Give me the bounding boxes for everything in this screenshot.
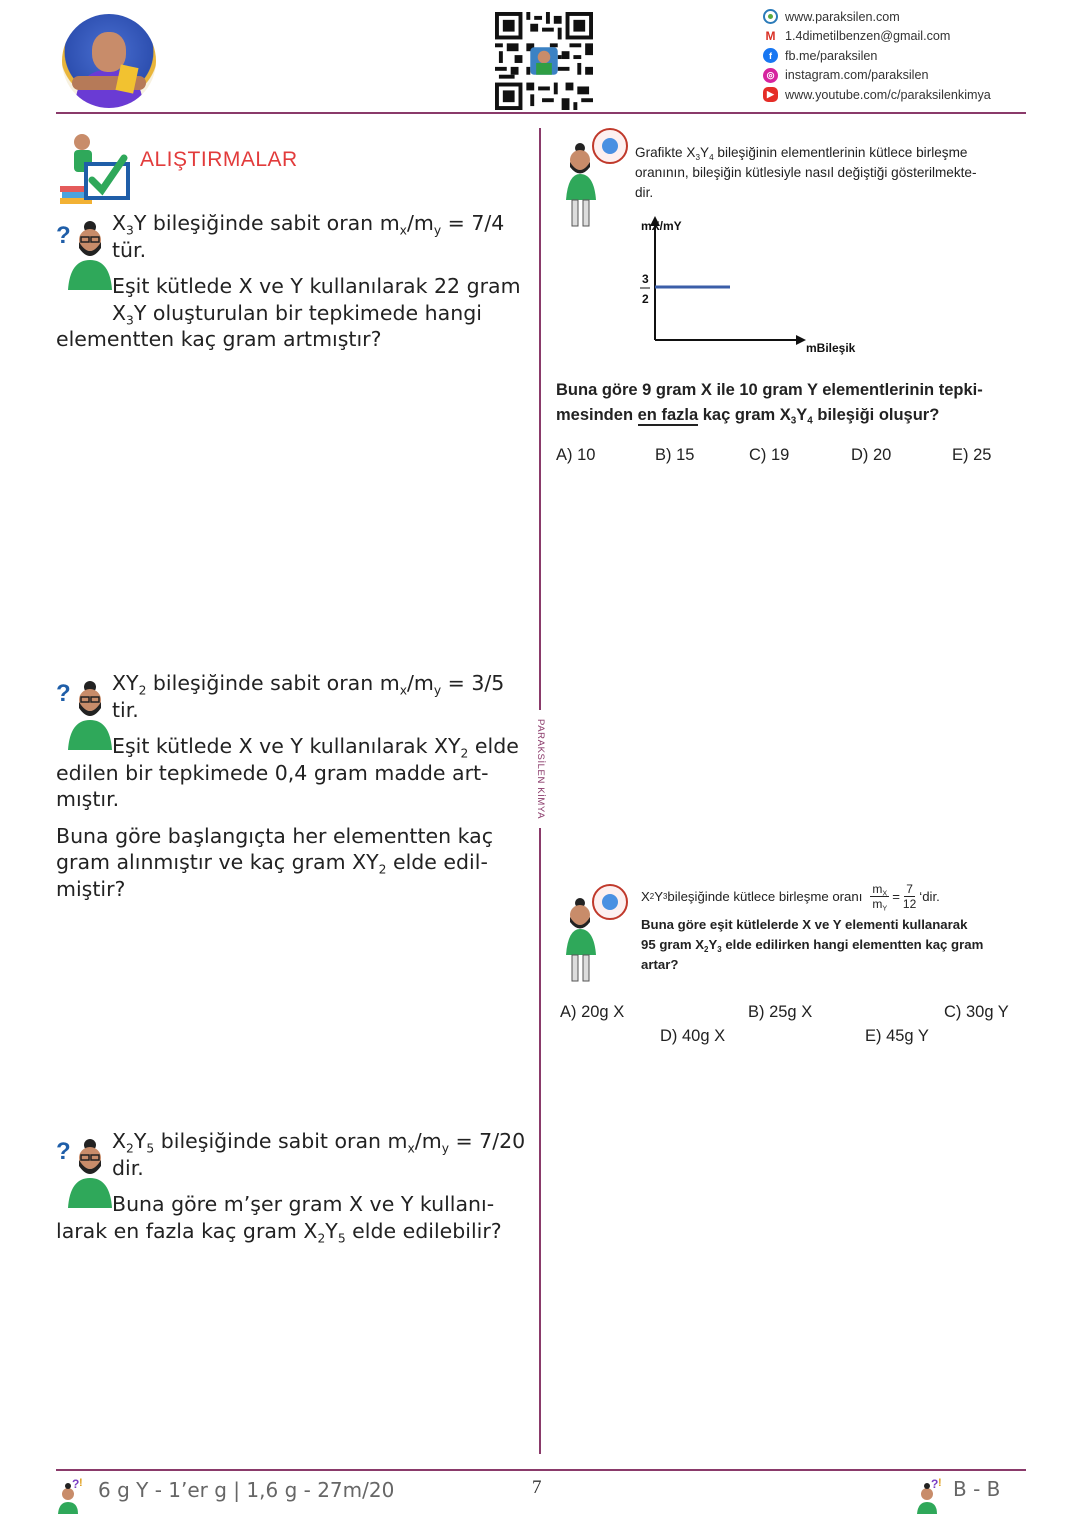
contact-youtube[interactable] xyxy=(763,85,1033,105)
chart-x-arrow xyxy=(796,335,806,345)
contact-facebook[interactable] xyxy=(763,46,1033,66)
question-mark-icon: ? xyxy=(56,222,71,249)
rq1-option-b[interactable]: B) 15 xyxy=(655,446,695,464)
contact-facebook-text[interactable]: fb.me/paraksilen xyxy=(785,48,878,63)
header-divider xyxy=(56,112,1026,114)
q2-question-c: miştir? xyxy=(56,876,126,901)
q2-question-a: Buna göre başlangıçta her elementten kaç xyxy=(56,823,493,848)
instagram-icon: ◎ xyxy=(763,68,778,83)
qr-code[interactable] xyxy=(495,12,593,110)
q2-line2: tir. xyxy=(112,697,139,722)
q2-line1: $XY_2$ bileşiğinde sabit oran $m_x/m_y = 3/5$ xyxy=(112,671,505,698)
svg-text:?: ? xyxy=(931,1477,939,1491)
rq1-question xyxy=(556,378,1024,428)
svg-text:!: ! xyxy=(938,1477,942,1489)
rq1-option-d[interactable]: D) 20 xyxy=(851,446,892,464)
youtube-icon: ▶ xyxy=(763,87,778,102)
answer-bitmoji-icon xyxy=(56,1476,88,1514)
question-3 xyxy=(56,1128,532,1244)
rq2-question: Buna göre eşit kütlelerde X ve Y elementi kullanarak 95 gram $X_2Y_3$ elde edilirken hangi elementten kaç gram artar? xyxy=(641,917,984,972)
rq2-intro-line: X 2 Y 3 bileşiğinde kütlece birleşme oranı $\frac{m_X}{m_Y}$ = $\frac{7}{12}$ ‘dir. xyxy=(641,882,940,913)
vertical-brand-label: PARAKSİLEN KİMYA xyxy=(531,710,549,828)
section-title: ALIŞTIRMALAR xyxy=(140,148,298,171)
answer-bitmoji-icon xyxy=(915,1476,947,1514)
q2-question-b: gram alınmıştır ve kaç gram $XY_2$ elde edil- xyxy=(56,850,488,877)
gmail-icon: M xyxy=(763,29,778,44)
q3-line1: $X_2Y_5$ bileşiğinde sabit oran $m_x/m_y = 7/20$ xyxy=(112,1129,526,1156)
rq2-option-c[interactable]: C) 30g Y xyxy=(944,1003,1009,1021)
footer-answers-left: 6 g Y - 1’er g | 1,6 g - 27m/20 xyxy=(98,1478,395,1502)
chart-y-label: mX/mY xyxy=(641,219,682,233)
rq1-option-a[interactable]: A) 10 xyxy=(556,446,596,464)
rq1-intro-line3: dir. xyxy=(635,185,654,200)
footer-divider xyxy=(56,1469,1026,1471)
q3-text-a: Buna göre m’şer gram X ve Y kullanı- xyxy=(112,1192,495,1216)
chart-x-label: mBileşik xyxy=(806,341,856,355)
question-mark-icon: ? xyxy=(56,680,71,707)
rq1-option-e[interactable]: E) 25 xyxy=(952,446,992,464)
rq2-option-d[interactable]: D) 40g X xyxy=(660,1027,726,1045)
rq1-question-line2: mesinden en fazla kaç gram $X_3Y_4$ bileşiği oluşur? xyxy=(556,406,940,427)
ministry-emblem-icon xyxy=(592,884,628,920)
contact-email-text[interactable]: 1.4dimetilbenzen@gmail.com xyxy=(785,29,951,44)
q1-text-a: Eşit kütlede X ve Y kullanılarak 22 gram xyxy=(112,274,521,298)
contact-list xyxy=(763,7,1033,105)
web-icon xyxy=(763,9,778,24)
rq2-option-b[interactable]: B) 25g X xyxy=(748,1003,813,1021)
q2-text-b: edilen bir tepkimede 0,4 gram madde art- xyxy=(56,760,489,785)
contact-email[interactable] xyxy=(763,27,1033,47)
q1-line2: tür. xyxy=(112,237,147,262)
q3-line2: dir. xyxy=(112,1155,144,1180)
contact-youtube-text[interactable]: www.youtube.com/c/paraksilenkimya xyxy=(785,87,991,102)
contact-website[interactable] xyxy=(763,7,1033,27)
rq2-option-a[interactable]: A) 20g X xyxy=(560,1003,625,1021)
question-1 xyxy=(56,210,532,353)
chart-y-tick-den: 2 xyxy=(642,292,649,306)
ratio-chart xyxy=(628,212,868,362)
qr-code-graphic xyxy=(495,12,593,110)
question-2 xyxy=(56,670,532,902)
facebook-icon: f xyxy=(763,48,778,63)
rq1-intro-line1: Grafikte $X_3Y_4$ bileşiğinin elementlerinin kütlece birleşme xyxy=(635,145,968,162)
rq1-emphasis: en fazla xyxy=(637,406,699,424)
rq1-intro xyxy=(635,143,1020,203)
page-number: 7 xyxy=(532,1477,542,1498)
q1-text-b: $X_3Y$ oluşturulan bir tepkimede hangi xyxy=(112,300,482,327)
footer-answers-right: B - B xyxy=(953,1477,1001,1501)
exercise-section-icon xyxy=(58,128,136,206)
svg-text:?: ? xyxy=(72,1477,80,1491)
rq2-intro xyxy=(641,882,1021,975)
rq2-option-e[interactable]: E) 45g Y xyxy=(865,1027,929,1045)
rq2-ratio-fraction: $\frac{m_X}{m_Y}$ xyxy=(872,882,888,913)
q2-text-c: mıştır. xyxy=(56,787,120,811)
q2-text-a: Eşit kütlede X ve Y kullanılarak $XY_2$ elde xyxy=(112,734,519,761)
q1-line1: $X_3Y$ bileşiğinde sabit oran $m_x/m_y = 7/4$ xyxy=(112,211,505,238)
q1-text-c: elementten kaç gram artmıştır? xyxy=(56,327,382,351)
author-avatar xyxy=(62,14,156,108)
contact-website-text[interactable]: www.paraksilen.com xyxy=(785,9,900,24)
ministry-emblem-icon xyxy=(592,128,628,164)
rq1-question-line1: Buna göre 9 gram X ile 10 gram Y elementlerinin tepki- xyxy=(556,381,983,399)
rq1-intro-line2: oranının, bileşiğin kütlesiyle nasıl değiştiği gösterilmekte- xyxy=(635,165,977,180)
q3-text-b: larak en fazla kaç gram $X_2Y_5$ elde edilebilir? xyxy=(56,1218,502,1245)
contact-instagram[interactable] xyxy=(763,66,1033,86)
question-mark-icon: ? xyxy=(56,1138,71,1165)
contact-instagram-text[interactable]: instagram.com/paraksilen xyxy=(785,68,929,83)
svg-text:!: ! xyxy=(79,1477,83,1489)
chart-y-tick-num: 3 xyxy=(642,272,649,286)
rq1-option-c[interactable]: C) 19 xyxy=(749,446,790,464)
rq2-value-fraction: $\frac{7}{12}$ xyxy=(902,882,917,911)
